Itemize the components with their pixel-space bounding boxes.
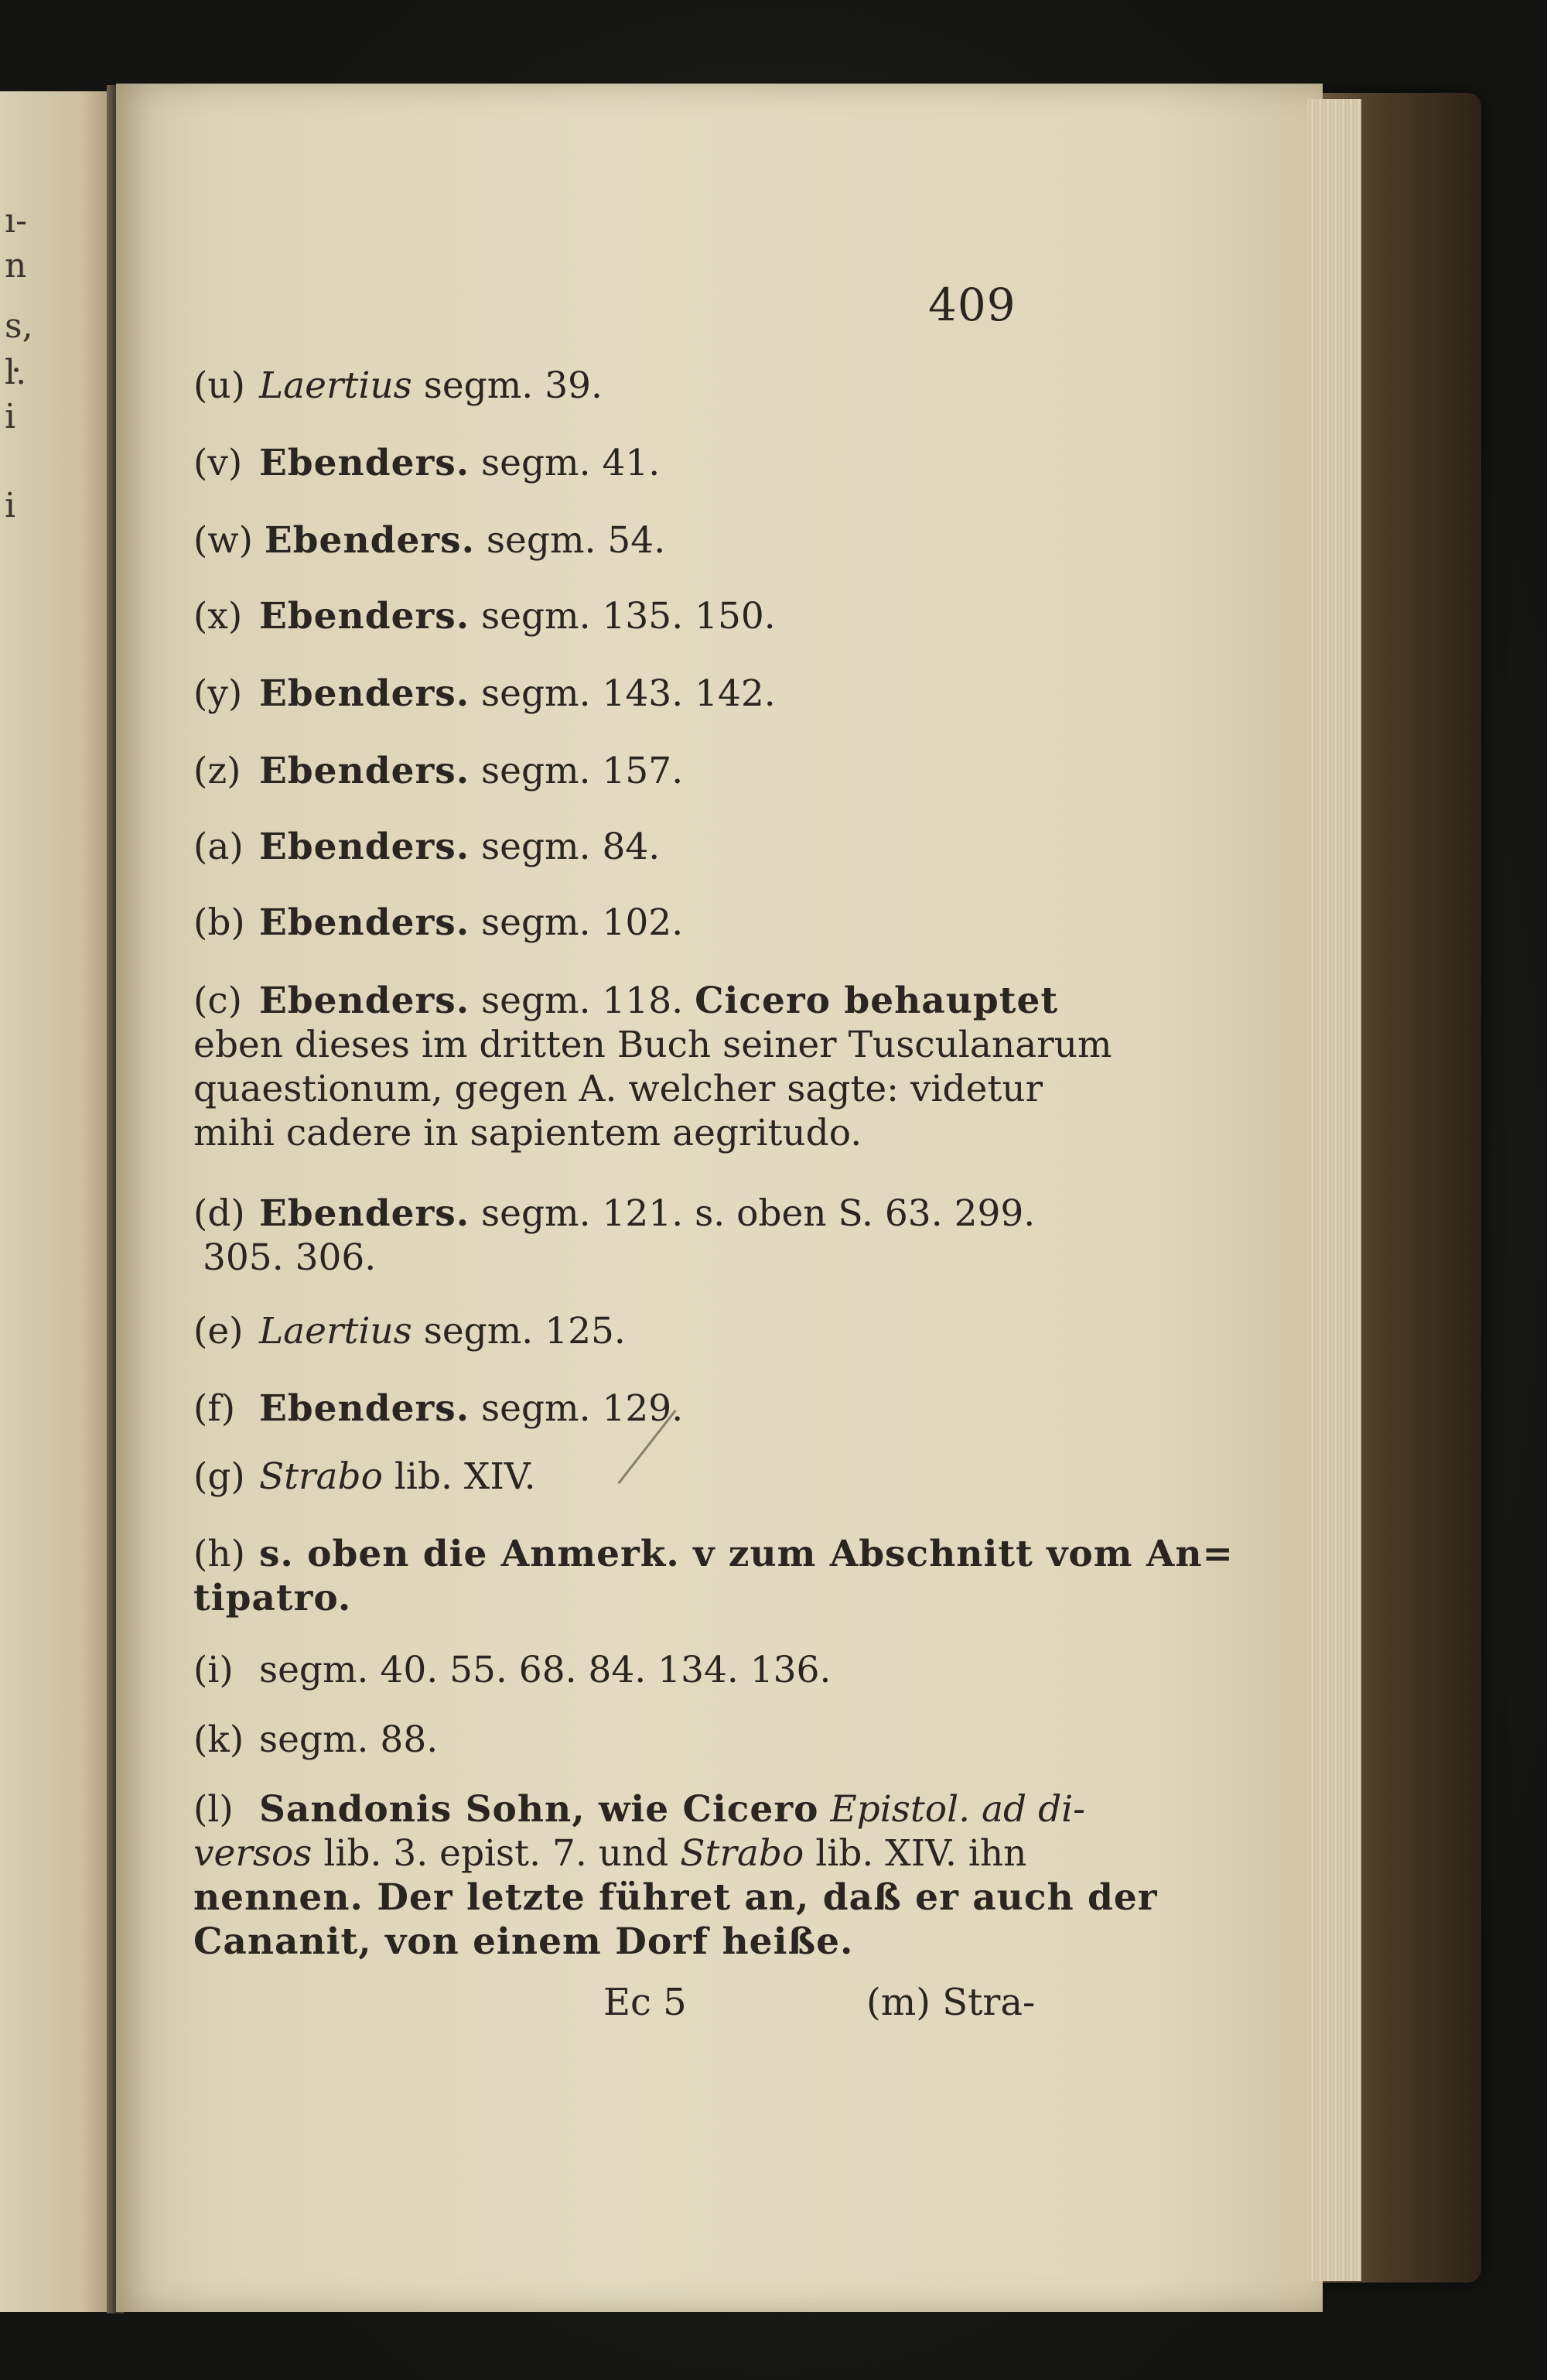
footnote: (w) Ebenders. segm. 54.: [193, 519, 666, 562]
left-fragment: n: [5, 246, 27, 286]
footnote: (x) Ebenders. segm. 135. 150.: [193, 595, 776, 638]
left-fragment: ı-: [5, 201, 27, 241]
signature-mark: Ec 5: [603, 1981, 687, 2024]
footnote-k: (k) segm. 88.: [193, 1718, 439, 1761]
footnote: (v) Ebenders. segm. 41.: [193, 442, 661, 484]
footnote-c: (c) Ebenders. segm. 118. Cicero behauptet eben dieses im dritten Buch seiner Tusculanarum quaestionum, gegen A. welcher sagte: videtur mihi cadere in sapientem aegritudo.: [193, 980, 1112, 1154]
left-fragment: i: [5, 486, 16, 525]
catchword: (m) Stra-: [866, 1981, 1036, 2024]
footnote-f: (f) Ebenders. segm. 129.: [193, 1387, 684, 1430]
left-fragment: i: [5, 397, 16, 436]
left-fragment: s,: [5, 306, 33, 346]
footnote-h: (h) s. oben die Anmerk. v zum Abschnitt vom An= tipatro.: [193, 1533, 1234, 1619]
left-page-edge: [0, 91, 116, 2312]
footnote-d: (d) Ebenders. segm. 121. s. oben S. 63. 299. 305. 306.: [193, 1192, 1036, 1279]
footnote-g: (g) Strabo lib. XIV.: [193, 1455, 536, 1498]
footnote: (a) Ebenders. segm. 84.: [193, 826, 661, 868]
left-fragment: ŀ.: [5, 353, 27, 392]
page-number: 409: [928, 279, 1016, 331]
footnote: (u) Laertius segm. 39.: [193, 364, 603, 407]
footnote: (y) Ebenders. segm. 143. 142.: [193, 672, 776, 715]
page-edges: [1307, 99, 1361, 2281]
footnote-i: (i) segm. 40. 55. 68. 84. 134. 136.: [193, 1649, 832, 1691]
footnote: (z) Ebenders. segm. 157.: [193, 750, 684, 792]
footnote-e: (e) Laertius segm. 125.: [193, 1310, 626, 1352]
footnote-l: (l) Sandonis Sohn, wie Cicero Epistol. ad di- versos lib. 3. epist. 7. und Strabo lib. XIV. ihn nennen. Der letzte führet an, daß er auch der Cananit, von einem Dorf heiße.: [193, 1788, 1158, 1963]
footnote: (b) Ebenders. segm. 102.: [193, 901, 684, 944]
